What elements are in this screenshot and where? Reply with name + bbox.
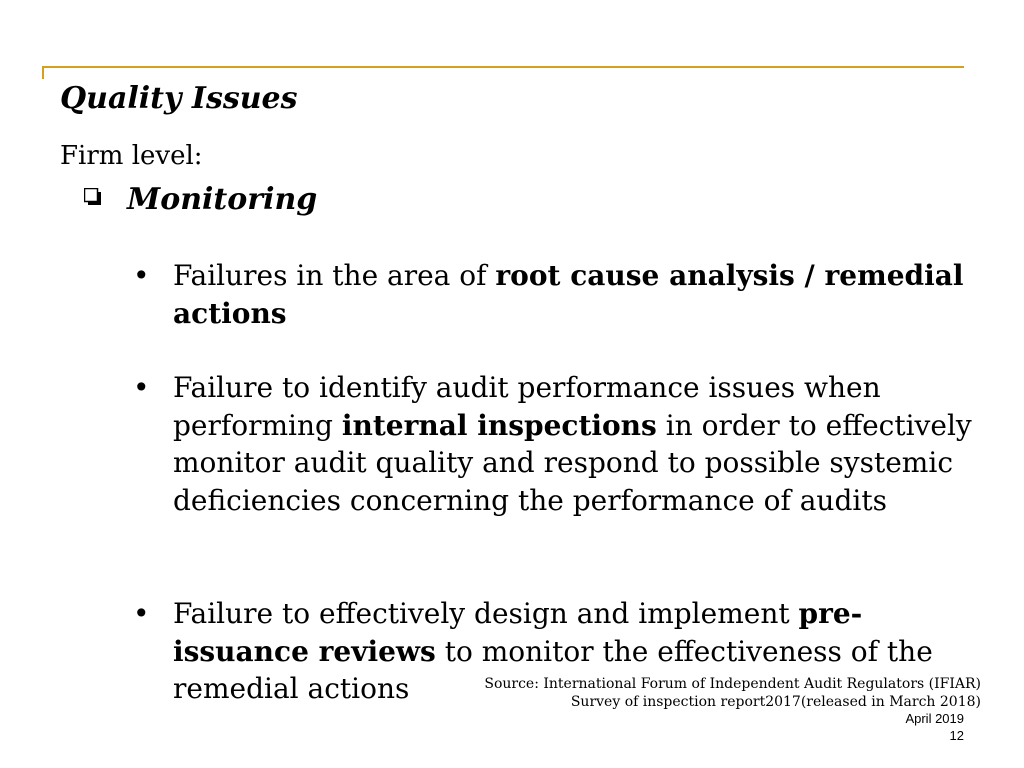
top-rule	[42, 66, 964, 68]
bullet-marker: •	[133, 597, 150, 630]
bullet-marker: •	[133, 259, 150, 292]
source-note	[484, 675, 981, 711]
left-tick	[42, 66, 44, 79]
footer-date: April 2019	[905, 711, 964, 726]
source-line-1: Source: International Forum of Independent Audit Regulators (IFIAR)	[484, 676, 981, 692]
bullet-text-1: Failures in the area of root cause analysis / remedial actions	[173, 259, 964, 330]
source-line-2: Survey of inspection report2017(released in March 2018)	[570, 694, 981, 710]
section-label: Monitoring	[127, 182, 318, 217]
slide-title: Quality Issues	[60, 81, 298, 116]
page-number: 12	[949, 728, 964, 743]
bullet-text-2: Failure to identify audit performance issues when performing internal inspections in order to effectively monitor audit quality and respond to possible systemic deficiencies concerning the performance of audits	[173, 371, 972, 517]
bullet-marker: •	[133, 371, 150, 404]
bullet-text-3: Failure to effectively design and implement pre-issuance reviews to monitor the effectiveness of the remedial actions	[173, 597, 933, 705]
slide-subtitle: Firm level:	[60, 141, 203, 171]
checkbox-icon	[84, 188, 101, 205]
